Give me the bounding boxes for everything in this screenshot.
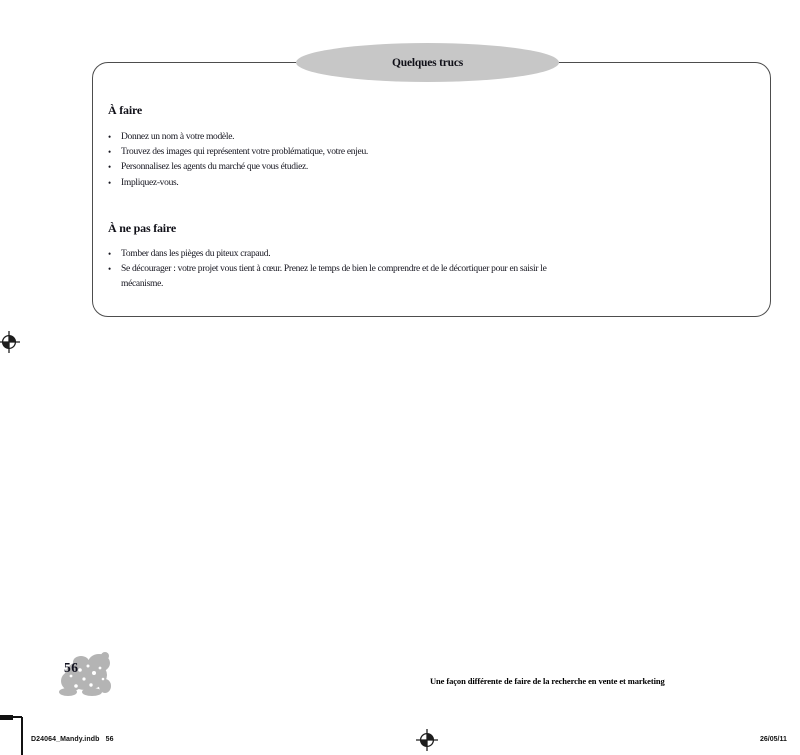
page-number: 56 <box>64 660 79 675</box>
trim-mark-bar <box>0 715 13 720</box>
list-item <box>108 160 368 175</box>
donot-bullet-list <box>108 247 571 293</box>
list-item-text: Donnez un nom à votre modèle. <box>121 132 235 142</box>
section-heading-todo: À faire <box>108 103 143 117</box>
list-item <box>108 176 368 191</box>
bullet-icon: • <box>108 147 111 158</box>
print-date-label: 26/05/11 <box>760 736 787 743</box>
list-item <box>108 262 571 292</box>
bullet-icon: • <box>108 264 111 275</box>
list-item-text: Personnalisez les agents du marché que vous étudiez. <box>121 162 309 173</box>
section-heading-donot: À ne pas faire <box>108 221 176 235</box>
registration-mark-icon <box>0 331 20 353</box>
running-footer-title: Une façon différente de faire de la recherche en vente et marketing <box>430 676 665 686</box>
todo-bullet-list <box>108 130 368 191</box>
list-item-text: Tomber dans les pièges du piteux crapaud. <box>121 249 271 259</box>
bullet-icon: • <box>108 177 111 188</box>
list-item <box>108 130 368 145</box>
trim-mark-vertical-line <box>21 717 23 755</box>
bullet-icon: • <box>108 162 111 173</box>
list-item-text: Se décourager : votre projet vous tient à cœur. Prenez le temps de bien le comprendre et de le décortiquer pour en saisir le mécanisme. <box>121 264 547 290</box>
bullet-icon: • <box>108 249 111 259</box>
callout-title: Quelques trucs <box>392 56 463 69</box>
list-item-text: Trouvez des images qui représentent votre problématique, votre enjeu. <box>121 147 368 158</box>
list-item-text: Impliquez-vous. <box>121 177 179 188</box>
print-file-label: D24064_Mandy.indb 56 <box>31 736 114 743</box>
list-item <box>108 247 571 262</box>
bullet-icon: • <box>108 132 111 142</box>
registration-mark-icon <box>416 729 438 751</box>
callout-title-ellipse <box>296 43 559 82</box>
list-item <box>108 145 368 160</box>
